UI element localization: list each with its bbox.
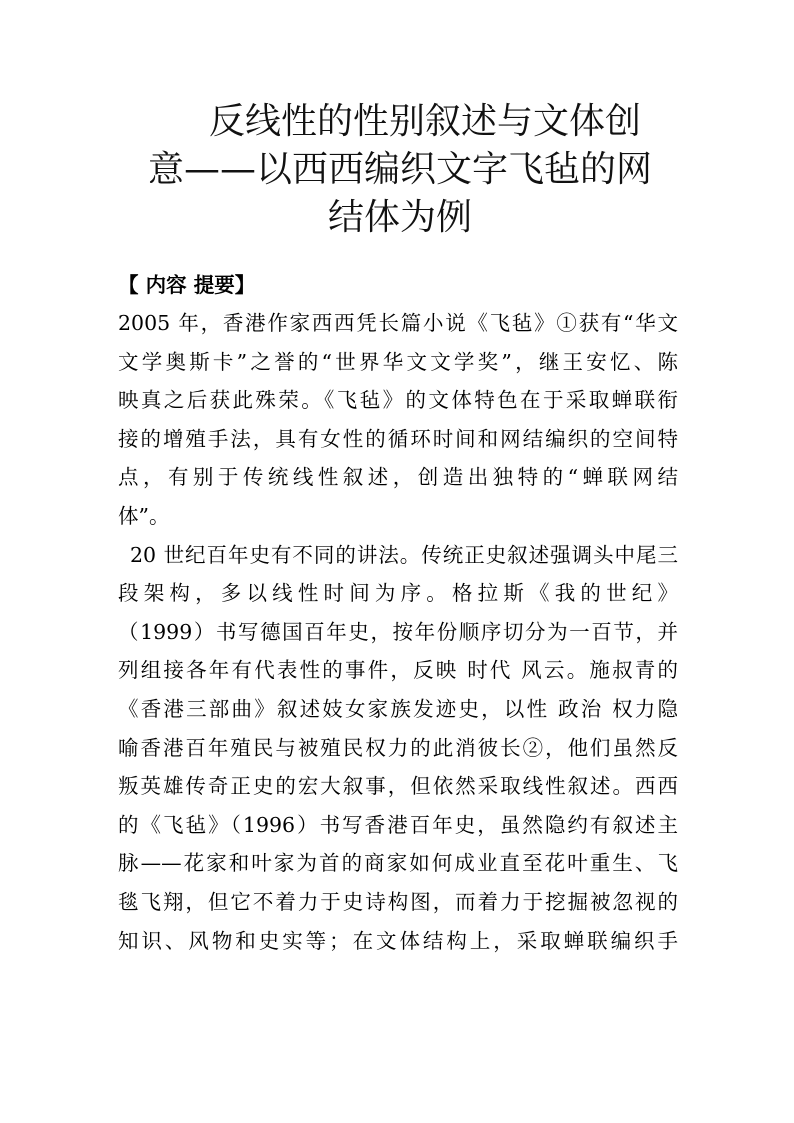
text-line: 20 世纪百年史有不同的讲法。传统正史叙述强调头中尾三 (130, 542, 678, 567)
title-line: 结体为例 (327, 197, 472, 238)
text-line: 文学奥斯卡”之誉的“世界华文文学奖”，继王安忆、陈 (118, 349, 678, 374)
document-title (120, 98, 680, 242)
text-line: 脉——花家和叶家为首的商家如何成业直至花叶重生、飞 (118, 851, 678, 876)
text-line: 叛英雄传奇正史的宏大叙事，但依然采取线性叙述。西西 (118, 774, 678, 799)
text-line: 列组接各年有代表性的事件，反映 时代 风云。施叔青的 (118, 658, 678, 683)
body-paragraph (118, 536, 678, 961)
text-line: 段架构，多以线性时间为序。格拉斯《我的世纪》 (118, 581, 678, 606)
text-line: 知识、风物和史实等；在文体结构上，采取蝉联编织手 (118, 928, 678, 953)
text-line: （1999）书写德国百年史，按年份顺序切分为一百节，并 (118, 619, 678, 644)
abstract-paragraph (118, 304, 678, 536)
text-line: 《香港三部曲》叙述妓女家族发迹史，以性 政治 权力隐 (118, 696, 678, 721)
text-line: 喻香港百年殖民与被殖民权力的此消彼长②，他们虽然反 (118, 735, 678, 760)
text-line: 毯飞翔，但它不着力于史诗构图，而着力于挖掘被忽视的 (118, 889, 678, 914)
text-line: 的《飞毡》（1996）书写香港百年史，虽然隐约有叙述主 (118, 812, 678, 837)
title-line: 意——以西西编织文字飞毡的网 (147, 149, 652, 190)
abstract-heading: 【 内容 提要】 (118, 273, 256, 297)
document-body (118, 266, 678, 960)
text-line: 体”。 (118, 503, 170, 528)
title-line: 反线性的性别叙述与文体创 (208, 101, 641, 142)
text-line: 点，有别于传统线性叙述，创造出独特的“蝉联网结 (118, 465, 678, 490)
text-line: 映真之后获此殊荣。《飞毡》的文体特色在于采取蝉联衔 (118, 388, 678, 413)
text-line: 2005 年，香港作家西西凭长篇小说《飞毡》①获有“华文 (118, 311, 678, 335)
text-line: 接的增殖手法，具有女性的循环时间和网结编织的空间特 (118, 426, 678, 451)
